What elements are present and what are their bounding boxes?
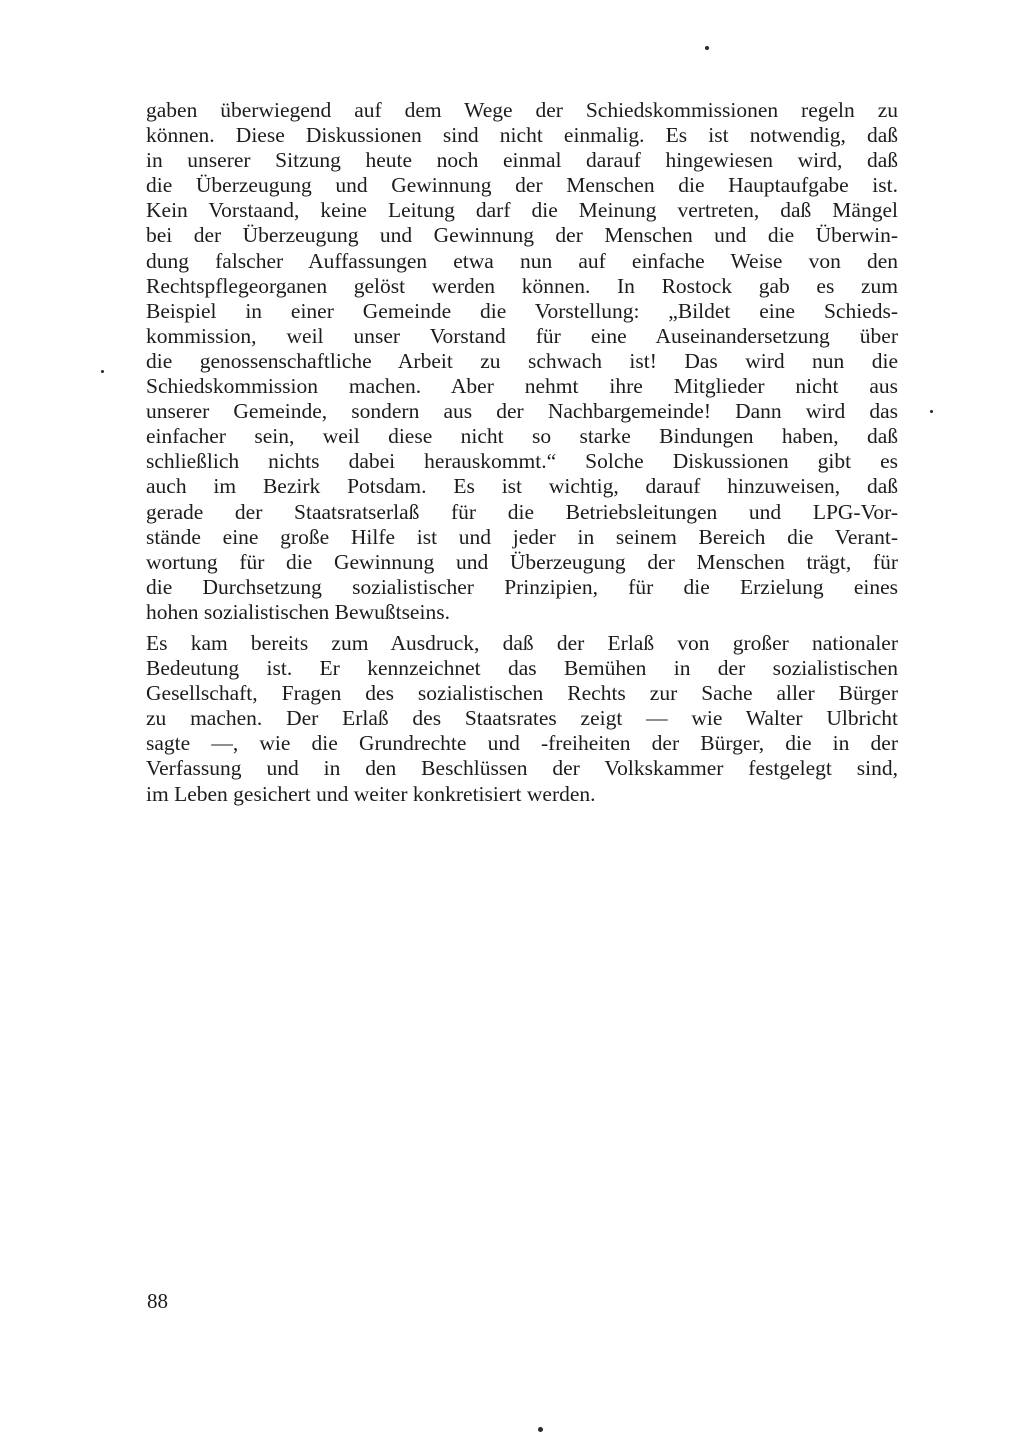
print-speck xyxy=(930,410,933,413)
text-line: Gesellschaft, Fragen des sozialistischen Rechts zur Sache aller Bürger xyxy=(146,681,898,706)
text-line: im Leben gesichert und weiter konkretisiert werden. xyxy=(146,781,596,806)
text-line: bei der Überzeugung und Gewinnung der Menschen und die Überwin- xyxy=(146,223,898,248)
text-line: können. Diese Diskussionen sind nicht einmalig. Es ist notwendig, daß xyxy=(146,123,898,148)
text-line: Schiedskommission machen. Aber nehmt ihre Mitglieder nicht aus xyxy=(146,374,898,399)
text-line: Verfassung und in den Beschlüssen der Volkskammer festgelegt sind, xyxy=(146,756,898,781)
text-line: stände eine große Hilfe ist und jeder in seinem Bereich die Verant- xyxy=(146,524,898,549)
page-number: 88 xyxy=(147,1289,168,1313)
text-line: gerade der Staatsratserlaß für die Betriebsleitungen und LPG-Vor- xyxy=(146,499,898,524)
print-speck xyxy=(101,370,104,373)
text-line: kommission, weil unser Vorstand für eine Auseinandersetzung über xyxy=(146,323,898,348)
text-line: die Überzeugung und Gewinnung der Menschen die Hauptaufgabe ist. xyxy=(146,173,898,198)
text-line: sagte —, wie die Grundrechte und -freiheiten der Bürger, die in der xyxy=(146,731,898,756)
text-line: schließlich nichts dabei herauskommt.“ Solche Diskussionen gibt es xyxy=(146,449,898,474)
text-line: hohen sozialistischen Bewußtseins. xyxy=(146,599,450,624)
paragraph-1 xyxy=(146,98,898,625)
text-line: gaben überwiegend auf dem Wege der Schiedskommissionen regeln zu xyxy=(146,98,898,122)
print-speck xyxy=(705,46,709,50)
text-line: dung falscher Auffassungen etwa nun auf einfache Weise von den xyxy=(146,248,898,273)
paragraph-2 xyxy=(146,631,898,807)
text-line: Es kam bereits zum Ausdruck, daß der Erlaß von großer nationaler xyxy=(146,631,898,655)
text-line: Beispiel in einer Gemeinde die Vorstellung: „Bildet eine Schieds- xyxy=(146,298,898,323)
text-line: Bedeutung ist. Er kennzeichnet das Bemühen in der sozialistischen xyxy=(146,656,898,681)
print-speck xyxy=(538,1427,543,1432)
text-line: die Durchsetzung sozialistischer Prinzipien, für die Erzielung eines xyxy=(146,574,898,599)
text-line: Rechtspflegeorganen gelöst werden können. In Rostock gab es zum xyxy=(146,273,898,298)
text-line: einfacher sein, weil diese nicht so starke Bindungen haben, daß xyxy=(146,424,898,449)
text-line: auch im Bezirk Potsdam. Es ist wichtig, darauf hinzuweisen, daß xyxy=(146,474,898,499)
text-line: die genossenschaftliche Arbeit zu schwach ist! Das wird nun die xyxy=(146,348,898,373)
text-line: in unserer Sitzung heute noch einmal darauf hingewiesen wird, daß xyxy=(146,148,898,173)
text-line: zu machen. Der Erlaß des Staatsrates zeigt — wie Walter Ulbricht xyxy=(146,706,898,731)
text-line: unserer Gemeinde, sondern aus der Nachbargemeinde! Dann wird das xyxy=(146,399,898,424)
text-line: wortung für die Gewinnung und Überzeugung der Menschen trägt, für xyxy=(146,549,898,574)
text-line: Kein Vorstaand, keine Leitung darf die Meinung vertreten, daß Mängel xyxy=(146,198,898,223)
